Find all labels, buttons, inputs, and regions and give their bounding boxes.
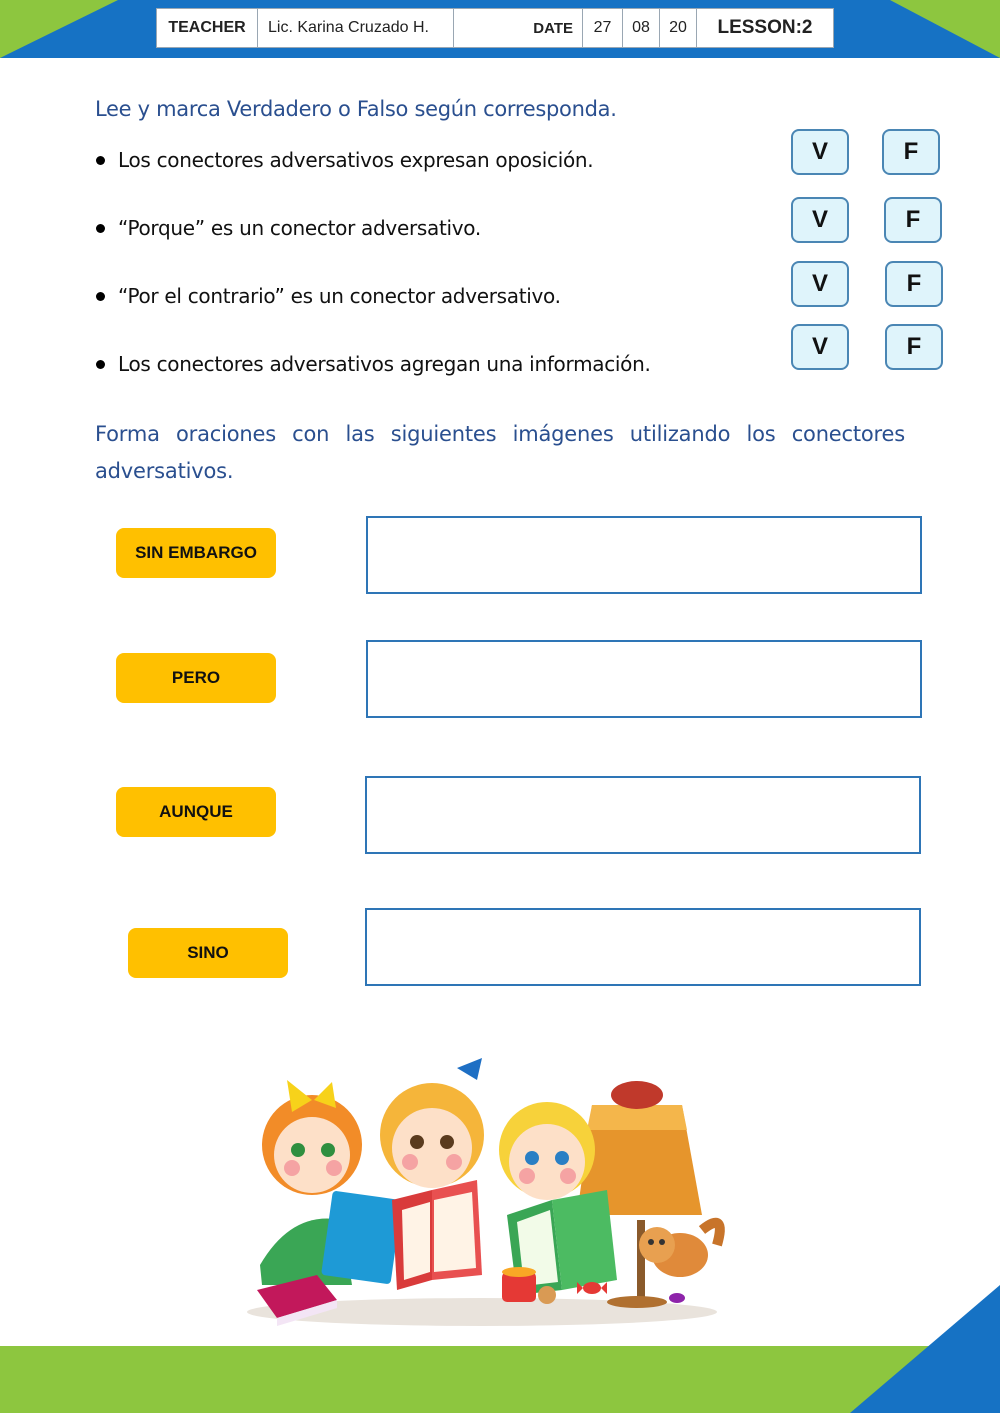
true-button[interactable]: V bbox=[791, 261, 849, 307]
statement-item bbox=[96, 284, 561, 308]
connector-tag: SIN EMBARGO bbox=[116, 528, 276, 578]
date-day: 27 bbox=[583, 9, 623, 47]
true-button[interactable]: V bbox=[791, 324, 849, 370]
false-button[interactable]: F bbox=[885, 324, 943, 370]
answer-field[interactable] bbox=[365, 776, 921, 854]
statement-text: Los conectores adversativos expresan oposición. bbox=[118, 148, 594, 172]
connector-tag: SINO bbox=[128, 928, 288, 978]
bullet-icon bbox=[96, 360, 105, 369]
statement-text: “Por el contrario” es un conector adversativo. bbox=[118, 284, 561, 308]
bullet-icon bbox=[96, 224, 105, 233]
header-green-accent-right bbox=[890, 0, 1000, 58]
connector-tag: AUNQUE bbox=[116, 787, 276, 837]
statement-text: “Porque” es un conector adversativo. bbox=[118, 216, 481, 240]
false-button[interactable]: F bbox=[884, 197, 942, 243]
kitten-icon bbox=[639, 1223, 720, 1277]
sentence-instruction: Forma oraciones con las siguientes imágenes utilizando los conectores adversativos. bbox=[95, 422, 905, 483]
statement-item bbox=[96, 148, 593, 172]
statement-text: Los conectores adversativos agregan una información. bbox=[118, 352, 651, 376]
child-girl-middle bbox=[380, 1058, 484, 1290]
true-button[interactable]: V bbox=[791, 197, 849, 243]
child-girl-left bbox=[260, 1080, 402, 1285]
false-button[interactable]: F bbox=[882, 129, 940, 175]
answer-field[interactable] bbox=[366, 516, 922, 594]
bullet-icon bbox=[96, 292, 105, 301]
lesson-label: LESSON:2 bbox=[717, 17, 813, 38]
header-green-accent-left bbox=[0, 0, 118, 58]
true-false-instruction: Lee y marca Verdadero o Falso según corresponda. bbox=[95, 97, 617, 121]
statement-item bbox=[96, 216, 481, 240]
footer-blue-accent bbox=[850, 1285, 1000, 1413]
bullet-icon bbox=[96, 156, 105, 165]
children-reading-illustration bbox=[232, 1050, 732, 1335]
header-info-table bbox=[156, 8, 834, 48]
answer-field[interactable] bbox=[366, 640, 922, 718]
teacher-name: Lic. Karina Cruzado H. bbox=[258, 9, 454, 47]
false-button[interactable]: F bbox=[885, 261, 943, 307]
date-month: 08 bbox=[623, 9, 660, 47]
teacher-label: TEACHER bbox=[157, 9, 258, 47]
connector-tag: PERO bbox=[116, 653, 276, 703]
answer-field[interactable] bbox=[365, 908, 921, 986]
date-year: 20 bbox=[660, 9, 697, 47]
statement-item bbox=[96, 352, 651, 376]
true-button[interactable]: V bbox=[791, 129, 849, 175]
date-label: DATE bbox=[454, 9, 583, 47]
